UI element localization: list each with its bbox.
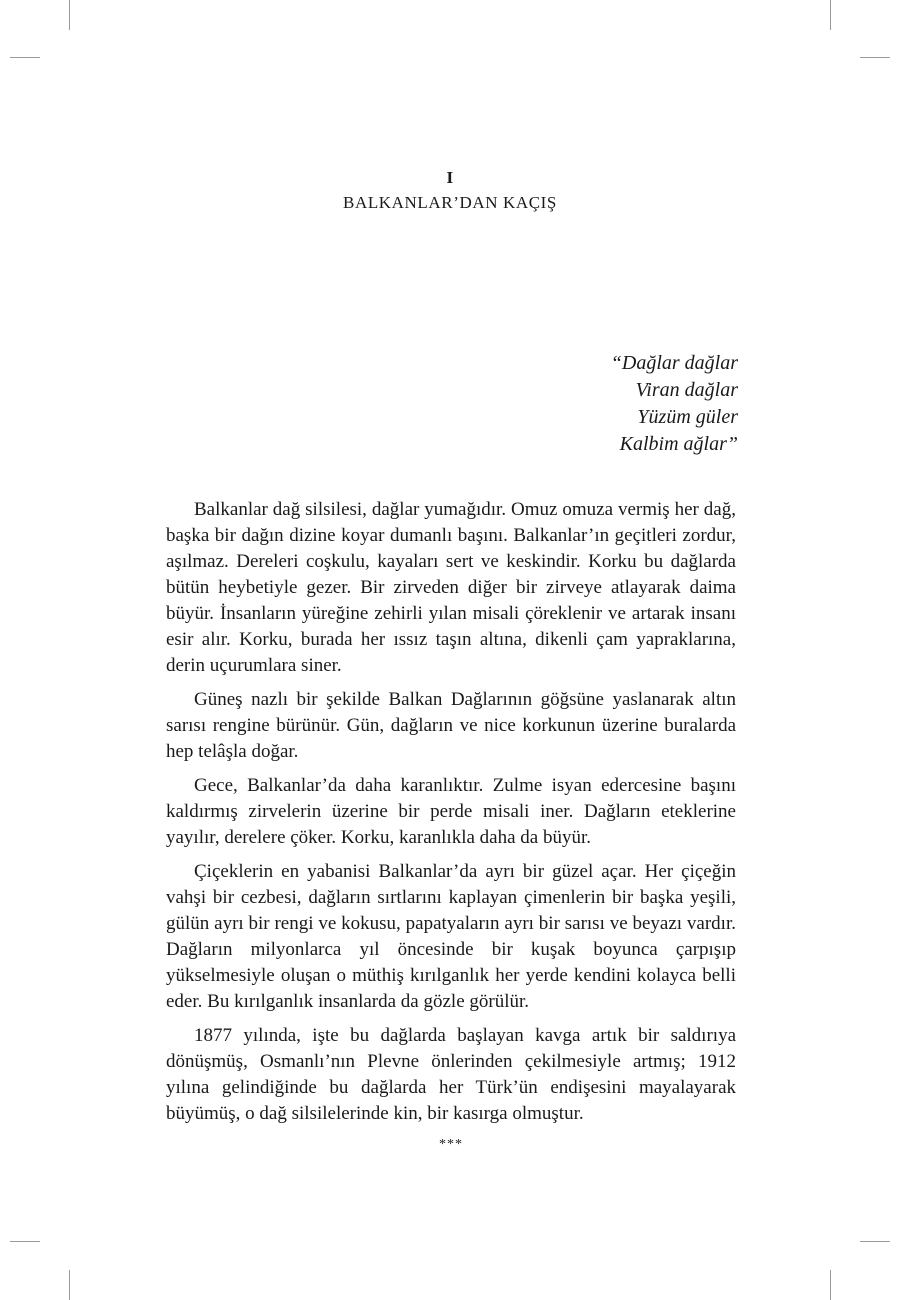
paragraph: Balkanlar dağ silsilesi, dağlar yumağıdır. Omuz omuza vermiş her dağ, başka bir dağın dizine koyar dumanlı başını. Balkanlar’ın geçitleri zordur, aşılmaz. Dereleri coşkulu, kayaları sert ve keskindir. Korku bu dağlarda bütün heybetiyle gezer. Bir zirveden diğer bir zirveye atlayarak daima büyür. İnsanların yüreğine zehirli yılan misali çöreklenir ve artarak insanı esir alır. Korku, burada her ıssız taşın altına, dikenli çam yapraklarına, derin uçurumlara siner.	[166, 499, 736, 676]
paragraph: Güneş nazlı bir şekilde Balkan Dağlarının göğsüne yaslanarak altın sarısı rengine bürünür. Gün, dağların ve nice korkunun üzerine buralarda hep telâşla doğar.	[166, 689, 736, 762]
crop-mark-right-top	[860, 57, 890, 58]
paragraph: 1877 yılında, işte bu dağlarda başlayan kavga artık bir saldırıya dönüşmüş, Osmanlı’nın Plevne önlerinden çekilmesiyle artmış; 1912 yılına gelindiğinde bu dağlarda her Türk’ün endişesini mayalayarak büyümüş, o dağ silsilelerinde kin, bir kasırga olmuştur.	[166, 1025, 736, 1124]
crop-mark-top-right	[830, 0, 831, 30]
epigraph-line: “Dağlar dağlar	[610, 352, 738, 374]
crop-mark-top-left	[69, 0, 70, 30]
chapter-title: BALKANLAR’DAN KAÇIŞ	[343, 193, 557, 212]
epigraph-line: Viran dağlar	[635, 379, 738, 401]
section-separator: ***	[439, 1137, 463, 1152]
crop-mark-bottom-left	[69, 1270, 70, 1300]
crop-mark-left-bottom	[10, 1241, 40, 1242]
chapter-number: I	[446, 168, 454, 187]
epigraph-line: Yüzüm güler	[637, 406, 738, 428]
epigraph	[611, 350, 738, 458]
crop-mark-right-bottom	[860, 1241, 890, 1242]
paragraph: Çiçeklerin en yabanisi Balkanlar’da ayrı bir güzel açar. Her çiçeğin vahşi bir cezbesi, dağların sırtlarını kaplayan çimenlerin bir başka yeşili, gülün ayrı bir rengi ve kokusu, papatyaların ayrı bir sarısı ve beyazı vardır. Dağların milyonlarca yıl öncesinde bir kuşak boyunca çarpışıp yükselmesiyle oluşan o müthiş kırılganlık her yerde kendini kolayca belli eder. Bu kırılganlık insanlarda da gözle görülür.	[166, 861, 736, 1012]
paragraph: Gece, Balkanlar’da daha karanlıktır. Zulme isyan edercesine başını kaldırmış zirvelerin üzerine bir perde misali iner. Dağların eteklerine yayılır, derelere çöker. Korku, karanlıkla daha da büyür.	[166, 775, 736, 848]
body-text	[166, 497, 736, 1155]
epigraph-line: Kalbim ağlar”	[619, 433, 738, 455]
crop-mark-bottom-right	[830, 1270, 831, 1300]
crop-mark-left-top	[10, 57, 40, 58]
